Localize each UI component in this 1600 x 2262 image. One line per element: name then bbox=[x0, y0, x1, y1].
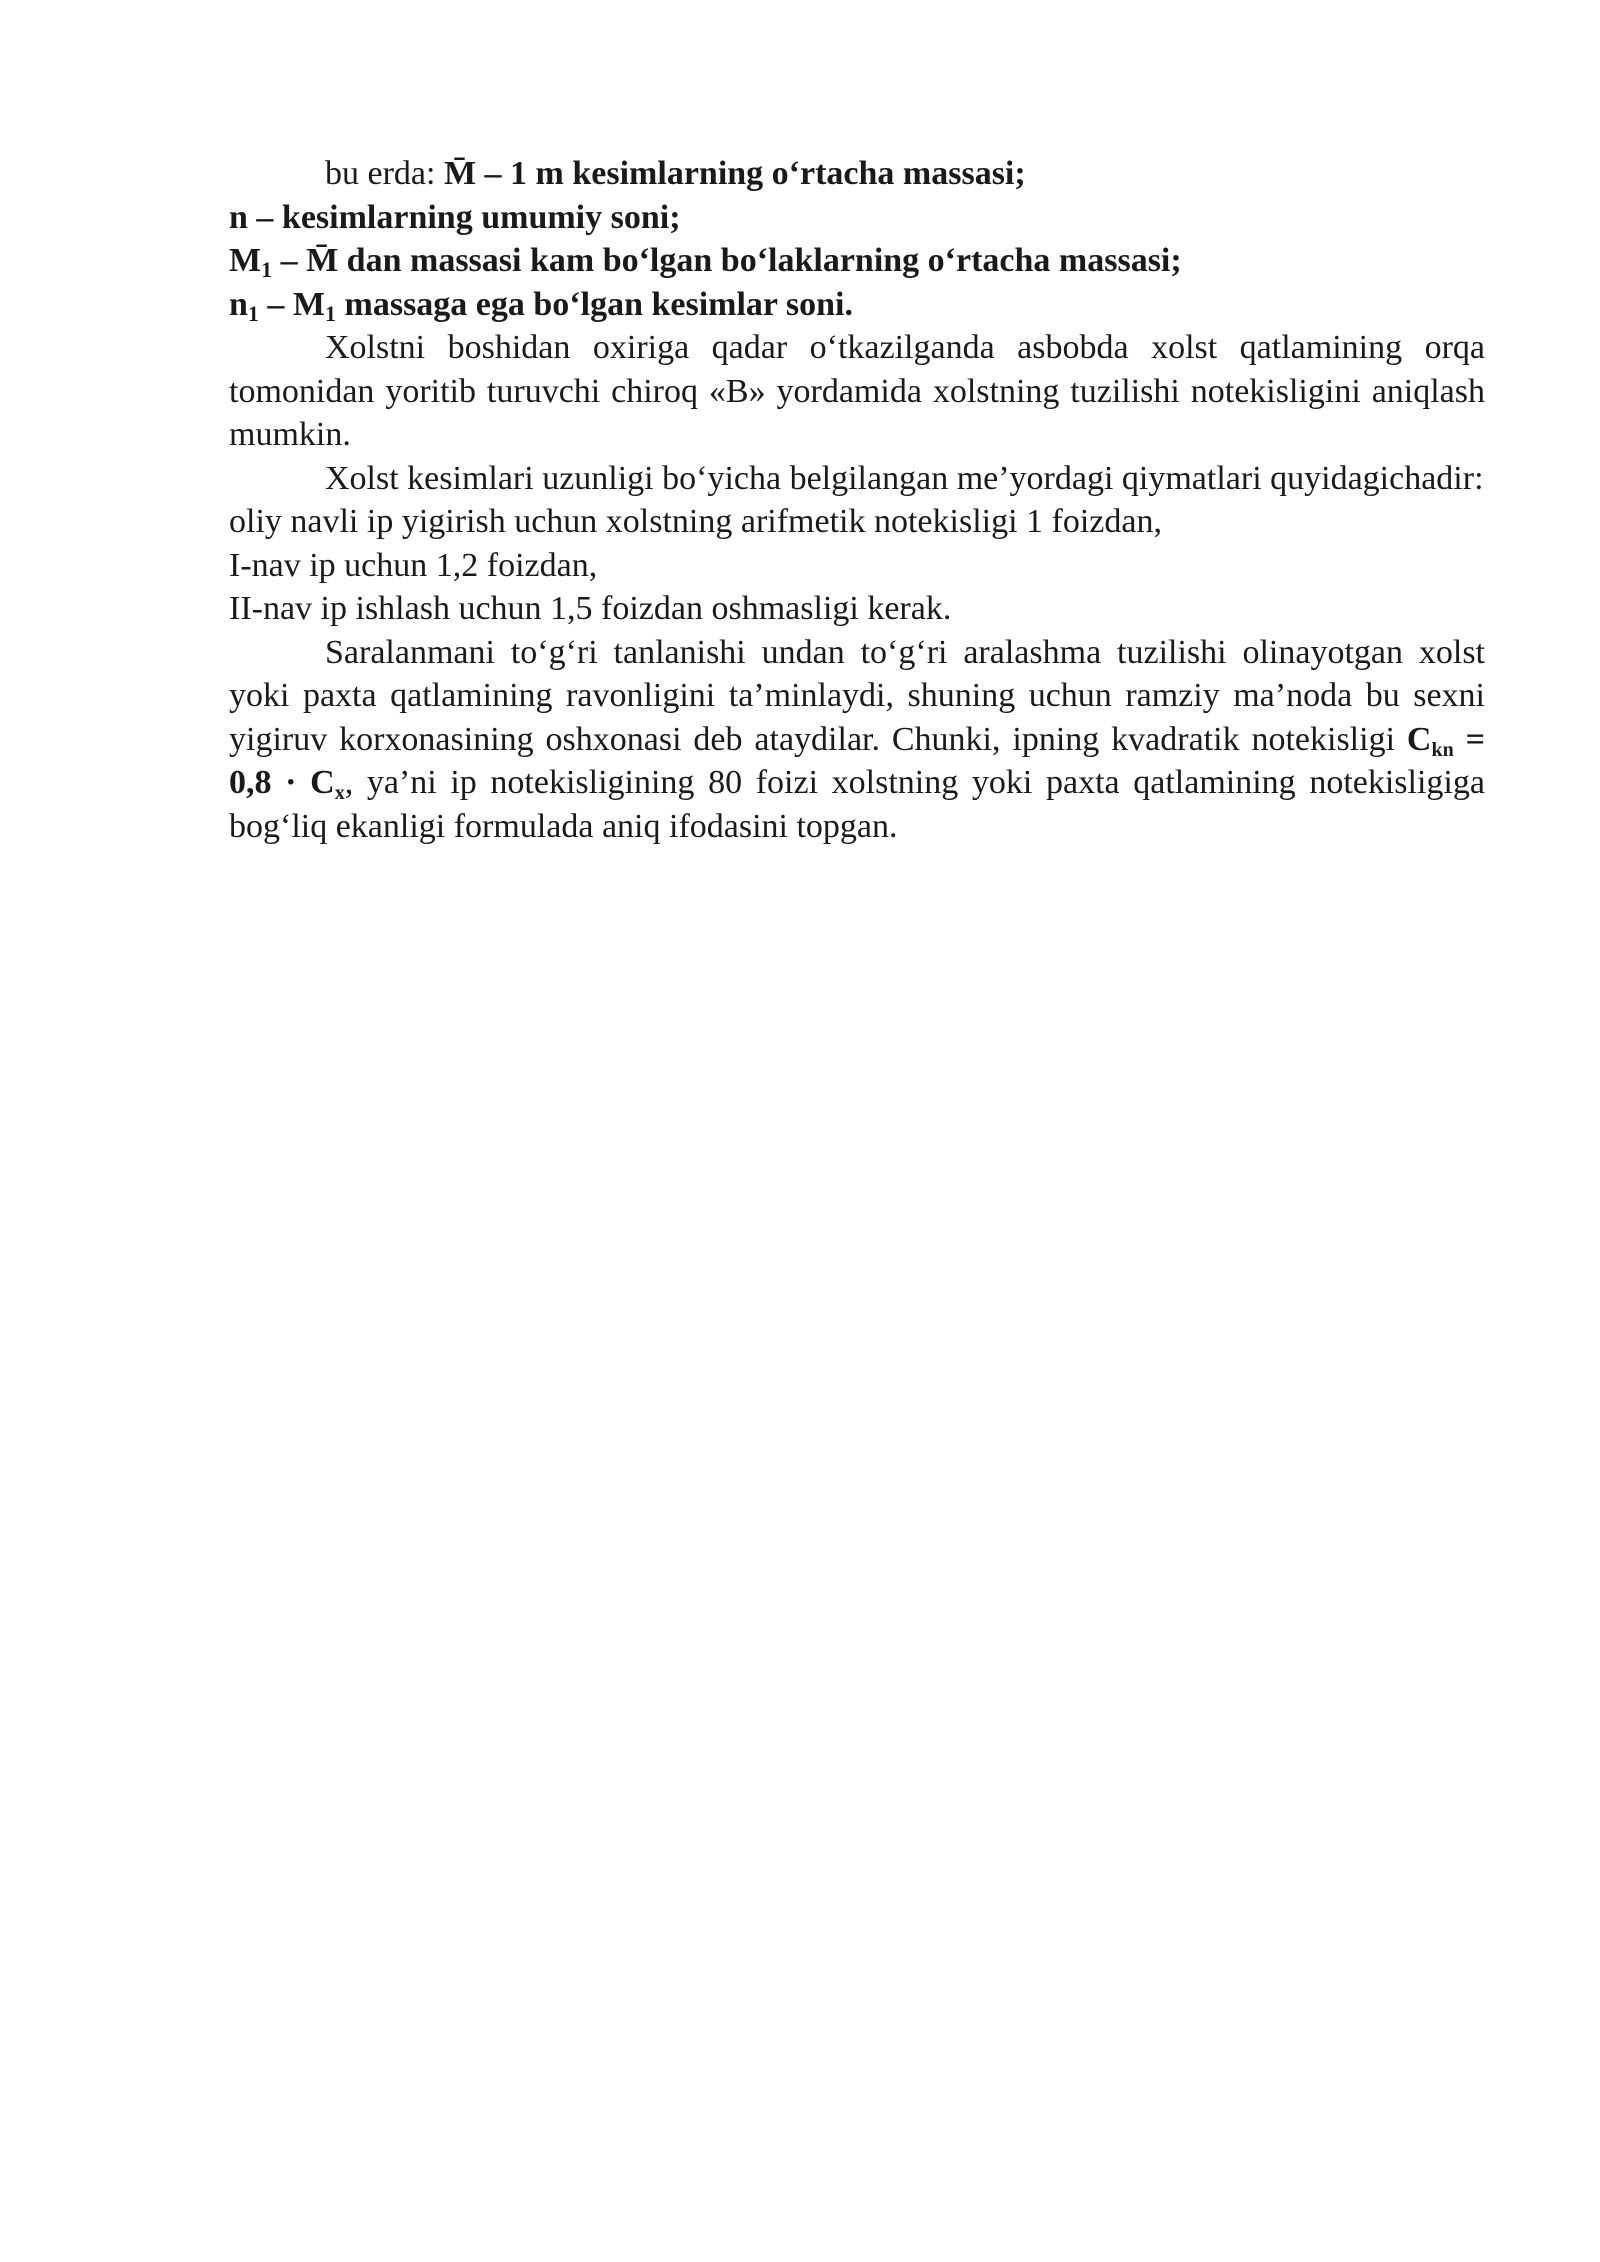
symbol-n: n bbox=[229, 285, 248, 323]
definition-n1 bbox=[229, 283, 1485, 327]
formula-symbol-c: C bbox=[1406, 720, 1432, 758]
subscript-1: 1 bbox=[325, 300, 337, 326]
paragraph-text: Saralanmani to‘g‘ri tanlanishi undan to‘g‘ri aralashma tuzilishi olinayotgan xolst yoki paxta qatlamining ravonligini ta’minlaydi, shuning uchun ramziy ma’noda bu sexni yigiruv korxonasining oshxonasi deb ataydilar. Chunki, ipning kvadratik notekisligi bbox=[229, 633, 1485, 758]
definition-total-count: n – kesimlarning umumiy soni; bbox=[229, 198, 681, 236]
subscript-1: 1 bbox=[261, 257, 273, 282]
paragraph-blend-selection bbox=[229, 631, 1485, 849]
subscript-1: 1 bbox=[247, 300, 259, 326]
formula-expression: = 0,8 · C bbox=[229, 720, 1486, 801]
norm-item-grade-2: II-nav ip ishlash uchun 1,5 foizdan oshmasligi kerak. bbox=[229, 590, 952, 627]
document-page bbox=[229, 152, 1485, 848]
definition-m1 bbox=[229, 239, 1485, 283]
definition-n1-text: massaga ega bo‘lgan kesimlar soni. bbox=[336, 285, 853, 323]
definition-mean-mass-text: M̄ – 1 m kesimlarning o‘rtacha massasi; bbox=[443, 155, 1026, 192]
formula-subscript-kn: kn bbox=[1431, 738, 1454, 761]
symbol-m: – M bbox=[258, 285, 326, 323]
paragraph-text: , ya’ni ip notekisligining 80 foizi xolstning yoki paxta qatlamining notekisligiga bog‘liq ekanligi formulada aniq ifodasini topgan. bbox=[229, 764, 1485, 845]
definition-m1-text: – M̄ dan massasi kam bo‘lgan bo‘laklarning o‘rtacha massasi; bbox=[272, 242, 1182, 279]
norm-item-grade-1: I-nav ip uchun 1,2 foizdan, bbox=[229, 546, 598, 584]
definition-prefix: bu erda: bbox=[325, 155, 444, 192]
norm-item-premium: oliy navli ip yigirish uchun xolstning arifmetik notekisligi 1 foizdan, bbox=[229, 503, 1162, 540]
paragraph-lamp-inspection: Xolstni boshidan oxiriga qadar o‘tkazilganda asbobda xolst qatlamining orqa tomonidan yoritib turuvchi chiroq «B» yordamida xolstning tuzilishi notekisligini aniqlash mumkin. bbox=[229, 329, 1485, 453]
definition-mean-mass bbox=[229, 152, 1485, 196]
symbol-m: M bbox=[229, 242, 262, 279]
formula-subscript-x: x bbox=[334, 782, 345, 804]
paragraph-norms-intro: Xolst kesimlari uzunligi bo‘yicha belgilangan me’yordagi qiymatlari quyidagichadir: bbox=[325, 459, 1484, 497]
